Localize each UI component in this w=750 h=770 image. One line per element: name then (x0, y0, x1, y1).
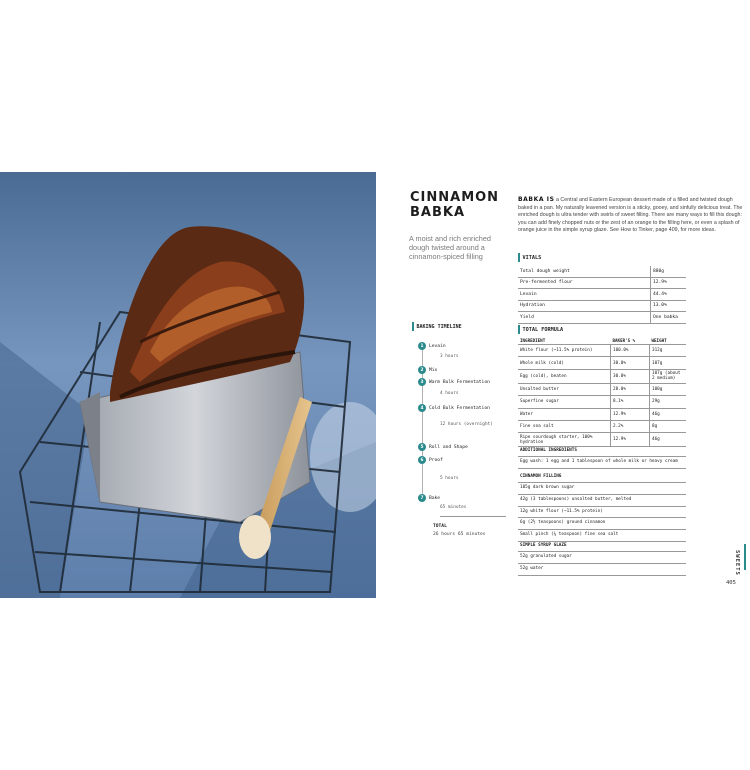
timeline-duration: 3 hours (440, 354, 459, 359)
timeline-step-bake (418, 494, 440, 502)
vitals-table (518, 266, 686, 324)
timeline-step-proof (418, 456, 443, 464)
table-row (518, 383, 686, 395)
timeline-step-mix (418, 366, 437, 374)
step-number-badge: 3 (418, 378, 426, 386)
formula-col-ingredient: INGREDIENT (518, 336, 611, 345)
step-number-badge: 1 (418, 342, 426, 350)
formula-weight: 107g (about 2 medium) (650, 369, 687, 383)
formula-weight: 46g (650, 408, 687, 420)
additional-heading: ADDITIONAL INGREDIENTS (518, 446, 686, 457)
timeline-total-value: 26 hours 65 minutes (433, 532, 486, 537)
timeline-duration: 4 hours (440, 391, 459, 396)
section-marker (744, 544, 746, 570)
formula-table (518, 336, 686, 447)
vitals-value: 12.9% (651, 277, 687, 289)
intro-paragraph (518, 196, 744, 235)
timeline-divider (440, 516, 506, 517)
step-label: Bake (429, 495, 441, 501)
cinnamon-filling (518, 472, 686, 542)
simple-syrup-glaze (518, 541, 686, 576)
table-row (518, 345, 686, 357)
timeline-step-cold-bulk (418, 404, 490, 412)
list-item: 52g water (518, 564, 686, 576)
formula-ingredient: White flour (~11.5% protein) (518, 345, 611, 357)
vitals-value: One babka (651, 312, 687, 324)
timeline-heading-label: BAKING TIMELINE (416, 323, 462, 330)
table-row (518, 396, 686, 408)
step-label: Proof (429, 457, 443, 463)
step-number-badge: 6 (418, 456, 426, 464)
formula-weight: 8g (650, 420, 687, 432)
vitals-label: Total dough weight (518, 266, 651, 277)
formula-ingredient: Whole milk (cold) (518, 357, 611, 369)
list-item: 105g dark brown sugar (518, 483, 686, 495)
formula-ingredient: Unsalted butter (518, 383, 611, 395)
formula-ingredient: Egg (cold), beaten (518, 369, 611, 383)
list-item: 42g (3 tablespoons) unsalted butter, melted (518, 495, 686, 507)
formula-percent: 30.0% (611, 369, 650, 383)
timeline-heading (412, 322, 512, 331)
additional-ingredients (518, 446, 686, 469)
timeline-duration: 12 hours (overnight) (440, 422, 493, 427)
vitals-label: Hydration (518, 300, 651, 312)
table-row (518, 433, 686, 447)
page-number: 405 (726, 580, 736, 586)
vitals-value: 44.4% (651, 289, 687, 301)
table-row (518, 277, 686, 289)
formula-percent: 12.9% (611, 433, 650, 447)
heading-tick-icon (518, 253, 520, 262)
list-item: 6g (2½ teaspoons) ground cinnamon (518, 518, 686, 530)
table-row (518, 266, 686, 277)
syrup-heading: SIMPLE SYRUP GLAZE (518, 541, 686, 552)
vitals-heading (518, 253, 541, 262)
list-item: Small pinch (⅛ teaspoon) fine sea salt (518, 530, 686, 542)
timeline-duration: 5 hours (440, 476, 459, 481)
book-spread (0, 172, 750, 598)
timeline-step-levain (418, 342, 446, 350)
filling-heading: CINNAMON FILLING (518, 472, 686, 483)
formula-ingredient: Superfine sugar (518, 396, 611, 408)
table-row (518, 357, 686, 369)
vitals-label: Yield (518, 312, 651, 324)
step-label: Levain (429, 343, 446, 349)
formula-col-percent: BAKER'S % (611, 336, 650, 345)
formula-weight: 29g (650, 396, 687, 408)
formula-weight: 46g (650, 433, 687, 447)
step-label: Roll and Shape (429, 444, 468, 450)
step-number-badge: 4 (418, 404, 426, 412)
step-label: Cold Bulk Fermentation (429, 405, 490, 411)
timeline-duration: 65 minutes (440, 505, 467, 510)
formula-heading (518, 325, 563, 334)
intro-text: a Central and Eastern European dessert made of a filled and twisted dough baked in a pan. My naturally leavened version is a sticky, gooey, and sinfully delicious treat. The enriched dough is ultra tender with swirls of sweet filling. There are many ways to fill this dough: you can add finely chopped nuts or the zest of an orange to the filling here, or even a splash of orange juice in the simple syrup glaze. See How to Tinker, page 409, for more ideas. (518, 197, 743, 234)
list-item: 52g granulated sugar (518, 552, 686, 564)
formula-heading-label: TOTAL FORMULA (522, 326, 564, 333)
babka-photo-illustration (0, 172, 376, 598)
step-label: Mix (429, 367, 438, 373)
formula-percent: 30.0% (611, 357, 650, 369)
section-tab: SWEETS (734, 550, 740, 576)
vitals-label: Pre-fermented flour (518, 277, 651, 289)
formula-percent: 28.0% (611, 383, 650, 395)
vitals-value: 880g (651, 266, 687, 277)
formula-ingredient: Ripe sourdough starter, 100% hydration (518, 433, 611, 447)
formula-percent: 2.2% (611, 420, 650, 432)
formula-col-weight: WEIGHT (650, 336, 687, 345)
table-row (518, 369, 686, 383)
formula-weight: 312g (650, 345, 687, 357)
recipe-title: CINNAMON BABKA (410, 190, 500, 220)
table-row (518, 312, 686, 324)
table-row (518, 300, 686, 312)
intro-lead: BABKA IS (518, 196, 555, 203)
step-number-badge: 5 (418, 443, 426, 451)
recipe-page (376, 172, 750, 598)
timeline-step-roll-shape (418, 443, 468, 451)
heading-tick-icon (518, 325, 520, 334)
vitals-label: Levain (518, 289, 651, 301)
vitals-value: 13.0% (651, 300, 687, 312)
formula-weight: 100g (650, 383, 687, 395)
formula-percent: 8.1% (611, 396, 650, 408)
step-label: Warm Bulk Fermentation (429, 379, 490, 385)
formula-ingredient: Fine sea salt (518, 420, 611, 432)
formula-percent: 12.9% (611, 408, 650, 420)
table-row (518, 420, 686, 432)
vitals-heading-label: VITALS (522, 254, 542, 261)
heading-tick-icon (412, 322, 414, 331)
baking-timeline (412, 322, 512, 537)
timeline-step-warm-bulk (418, 378, 490, 386)
formula-weight: 107g (650, 357, 687, 369)
babka-photo (0, 172, 376, 598)
step-number-badge: 2 (418, 366, 426, 374)
table-row (518, 289, 686, 301)
formula-percent: 100.0% (611, 345, 650, 357)
list-item: Egg wash: 1 egg and 1 tablespoon of whole milk or heavy cream (518, 457, 686, 469)
step-number-badge: 7 (418, 494, 426, 502)
recipe-subtitle: A moist and rich enriched dough twisted around a cinnamon-spiced filling (409, 234, 491, 261)
list-item: 12g white flour (~11.5% protein) (518, 507, 686, 519)
table-row (518, 408, 686, 420)
formula-ingredient: Water (518, 408, 611, 420)
timeline-total-label: TOTAL (433, 524, 447, 529)
